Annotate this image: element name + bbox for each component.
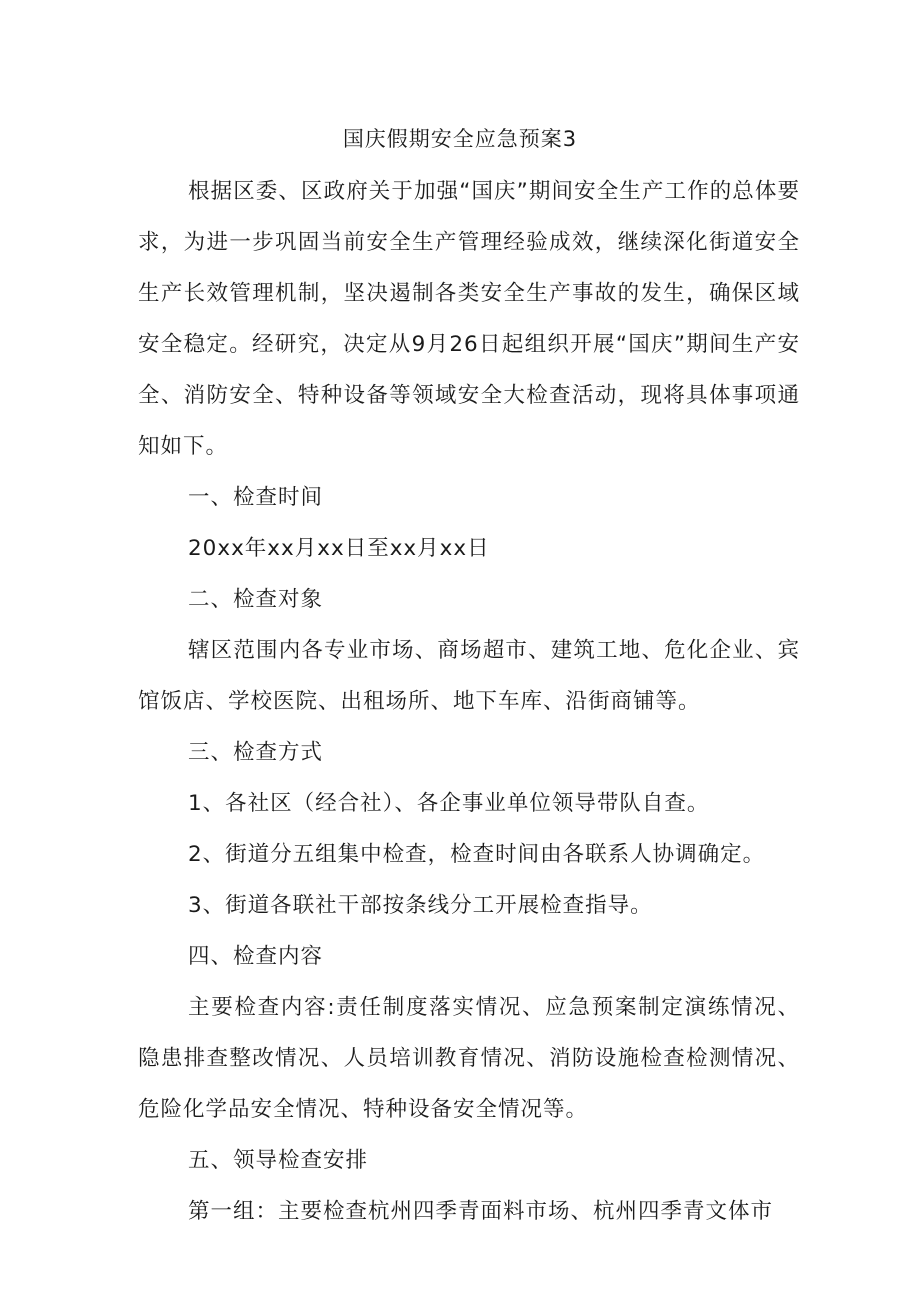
inspection-period: 20xx年xx月xx日至xx月xx日 [188,536,490,561]
section-heading-leadership: 五、领导检查安排 [188,1148,369,1173]
content-paragraph: 主要检查内容:责任制度落实情况、应急预案制定演练情况、隐患排查整改情况、人员培训教育情况、消防设施检查检测情况、危险化学品安全情况、特种设备安全情况等。 [138,995,800,1122]
method-item-1: 1、各社区（经合社）、各企事业单位领导带队自查。 [188,791,710,816]
leadership-paragraph: 第一组：主要检查杭州四季青面料市场、杭州四季青文体市 [188,1199,774,1224]
method-item-2: 2、街道分五组集中检查，检查时间由各联系人协调确定。 [188,842,766,867]
document-title: 国庆假期安全应急预案3 [342,127,578,151]
section-heading-time: 一、检查时间 [188,485,324,510]
method-item-3: 3、街道各联社干部按条线分工开展检查指导。 [188,893,653,918]
targets-paragraph: 辖区范围内各专业市场、商场超市、建筑工地、危化企业、宾馆饭店、学校医院、出租场所、地下车库、沿街商铺等。 [138,638,800,714]
section-heading-targets: 二、检查对象 [188,587,324,612]
section-heading-methods: 三、检查方式 [188,740,324,765]
document-body [138,166,800,1237]
section-heading-content: 四、检查内容 [188,944,324,969]
intro-paragraph: 根据区委、区政府关于加强“国庆”期间安全生产工作的总体要求，为进一步巩固当前安全生产管理经验成效，继续深化街道安全生产长效管理机制，坚决遏制各类安全生产事故的发生，确保区域安全稳定。经研究，决定从9月26日起组织开展“国庆”期间生产安全、消防安全、特种设备等领域安全大检查活动，现将具体事项通知如下。 [138,179,800,459]
